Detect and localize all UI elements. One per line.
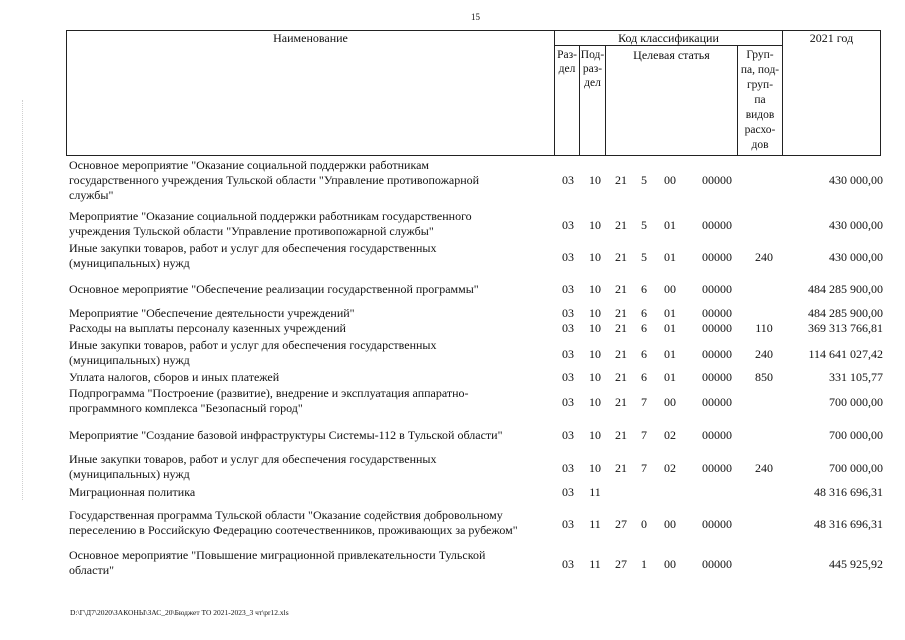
- row-name-line: Основное мероприятие "Обеспечение реализации государственной программы": [69, 282, 479, 296]
- direction-code: 00000: [702, 321, 732, 335]
- subsection-code: 10: [589, 370, 601, 384]
- row-name: [69, 485, 549, 500]
- expense-group-code: 240: [755, 461, 773, 475]
- row-name-line: Иные закупки товаров, работ и услуг для обеспечения государственных: [69, 241, 437, 255]
- program-code: 21: [615, 370, 627, 384]
- amount-2021: 445 925,92: [829, 557, 883, 571]
- direction-code: 00000: [702, 557, 732, 571]
- row-name-line: Расходы на выплаты персоналу казенных учреждений: [69, 321, 346, 335]
- row-name-line: Миграционная политика: [69, 485, 196, 499]
- row-name-line: переселению в Российскую Федерацию соотечественников, проживающих за рубежом": [69, 523, 518, 537]
- table-row: [0, 158, 905, 203]
- program-code: 21: [615, 428, 627, 442]
- table-row: [0, 370, 905, 385]
- row-name: [69, 321, 549, 336]
- row-name-line: Мероприятие "Обеспечение деятельности учреждений": [69, 306, 355, 320]
- row-name-line: программного комплекса "Безопасный город": [69, 401, 303, 415]
- subsection-code: 10: [589, 282, 601, 296]
- event-code: 01: [664, 250, 676, 264]
- subsection-code: 10: [589, 306, 601, 320]
- page-number: 15: [471, 12, 480, 22]
- amount-2021: 48 316 696,31: [814, 485, 883, 499]
- row-name: [69, 158, 549, 203]
- header-name-cell: [66, 30, 555, 156]
- subsection-code: 10: [589, 428, 601, 442]
- subsection-code: 11: [589, 485, 601, 499]
- table-row: [0, 452, 905, 482]
- header-group-line: па: [754, 94, 766, 106]
- section-code: 03: [562, 461, 574, 475]
- table-row: [0, 282, 905, 297]
- section-code: 03: [562, 173, 574, 187]
- subprogram-code: 7: [641, 461, 647, 475]
- header-section-line: дел: [558, 63, 576, 75]
- table-row: [0, 485, 905, 500]
- section-code: 03: [562, 282, 574, 296]
- row-name-line: (муниципальных) нужд: [69, 353, 190, 367]
- section-code: 03: [562, 557, 574, 571]
- row-name: [69, 508, 549, 538]
- header-subsection-line: дел: [584, 77, 601, 89]
- row-name: [69, 452, 549, 482]
- header-subsection-line: раз-: [582, 63, 603, 75]
- row-name-line: Уплата налогов, сборов и иных платежей: [69, 370, 280, 384]
- direction-code: 00000: [702, 517, 732, 531]
- header-group-line: Груп-: [746, 49, 774, 61]
- event-code: 01: [664, 306, 676, 320]
- subprogram-code: 1: [641, 557, 647, 571]
- amount-2021: 369 313 766,81: [808, 321, 883, 335]
- subsection-code: 10: [589, 218, 601, 232]
- amount-2021: 700 000,00: [829, 395, 883, 409]
- direction-code: 00000: [702, 461, 732, 475]
- row-name-line: области": [69, 563, 115, 577]
- file-path-footer: D:\Г\Д7\2020\ЗАКОНЫ\ЗАС_20\Бюджет ТО 2021-2023_3 чт\pr12.xls: [70, 608, 289, 617]
- subsection-code: 11: [589, 557, 601, 571]
- row-name-line: Основное мероприятие "Оказание социальной поддержки работникам: [69, 158, 430, 172]
- event-code: 01: [664, 370, 676, 384]
- row-name: [69, 241, 549, 271]
- row-name-line: государственного учреждения Тульской области "Управление противопожарной: [69, 173, 480, 187]
- table-row: [0, 306, 905, 321]
- row-name: [69, 370, 549, 385]
- direction-code: 00000: [702, 173, 732, 187]
- direction-code: 00000: [702, 347, 732, 361]
- amount-2021: 331 105,77: [829, 370, 883, 384]
- subsection-code: 10: [589, 395, 601, 409]
- program-code: 21: [615, 395, 627, 409]
- subsection-code: 10: [589, 173, 601, 187]
- row-name-line: службы": [69, 188, 114, 202]
- event-code: 01: [664, 321, 676, 335]
- direction-code: 00000: [702, 218, 732, 232]
- header-group-line: видов: [745, 109, 775, 121]
- program-code: 21: [615, 218, 627, 232]
- event-code: 02: [664, 461, 676, 475]
- subprogram-code: 7: [641, 395, 647, 409]
- subprogram-code: 6: [641, 347, 647, 361]
- amount-2021: 48 316 696,31: [814, 517, 883, 531]
- event-code: 02: [664, 428, 676, 442]
- program-code: 21: [615, 461, 627, 475]
- row-name: [69, 209, 549, 239]
- event-code: 00: [664, 557, 676, 571]
- table-row: [0, 386, 905, 416]
- amount-2021: 484 285 900,00: [808, 306, 883, 320]
- header-section-line: Раз-: [557, 49, 577, 61]
- subsection-code: 10: [589, 461, 601, 475]
- program-code: 27: [615, 557, 627, 571]
- header-name: Наименование: [273, 31, 348, 45]
- amount-2021: 700 000,00: [829, 461, 883, 475]
- expense-group-code: 240: [755, 347, 773, 361]
- subprogram-code: 0: [641, 517, 647, 531]
- subprogram-code: 6: [641, 370, 647, 384]
- subsection-code: 10: [589, 321, 601, 335]
- subsection-code: 10: [589, 250, 601, 264]
- row-name: [69, 428, 549, 443]
- header-code: Код классификации: [618, 31, 719, 45]
- header-subsection-line: Под-: [580, 49, 605, 61]
- table-row: [0, 209, 905, 239]
- event-code: 01: [664, 347, 676, 361]
- table-header: [66, 30, 881, 156]
- amount-2021: 114 641 027,42: [808, 347, 883, 361]
- section-code: 03: [562, 250, 574, 264]
- section-code: 03: [562, 370, 574, 384]
- direction-code: 00000: [702, 306, 732, 320]
- header-group-line: расхо-: [744, 124, 776, 136]
- header-group-line: дов: [751, 139, 769, 151]
- subprogram-code: 6: [641, 306, 647, 320]
- program-code: 21: [615, 347, 627, 361]
- table-row: [0, 338, 905, 368]
- row-name: [69, 548, 549, 578]
- row-name-line: Иные закупки товаров, работ и услуг для обеспечения государственных: [69, 338, 437, 352]
- program-code: 27: [615, 517, 627, 531]
- row-name-line: учреждения Тульской области "Управление противопожарной службы": [69, 224, 434, 238]
- event-code: 00: [664, 395, 676, 409]
- expense-group-code: 110: [755, 321, 773, 335]
- section-code: 03: [562, 485, 574, 499]
- program-code: 21: [615, 282, 627, 296]
- row-name-line: (муниципальных) нужд: [69, 467, 190, 481]
- header-section: [554, 48, 580, 76]
- event-code: 00: [664, 517, 676, 531]
- program-code: 21: [615, 173, 627, 187]
- row-name-line: Подпрограмма "Построение (развитие), внедрение и эксплуатация аппаратно-: [69, 386, 469, 400]
- header-year: 2021 год: [809, 31, 854, 45]
- header-target: Целевая статья: [633, 48, 710, 62]
- event-code: 01: [664, 218, 676, 232]
- table-row: [0, 508, 905, 538]
- section-code: 03: [562, 321, 574, 335]
- amount-2021: 430 000,00: [829, 218, 883, 232]
- section-code: 03: [562, 306, 574, 320]
- section-code: 03: [562, 347, 574, 361]
- table-row: [0, 241, 905, 271]
- header-group-line: груп-: [746, 79, 774, 91]
- subprogram-code: 6: [641, 282, 647, 296]
- program-code: 21: [615, 321, 627, 335]
- row-name-line: Основное мероприятие "Повышение миграционной привлекательности Тульской: [69, 548, 486, 562]
- amount-2021: 700 000,00: [829, 428, 883, 442]
- row-name-line: Иные закупки товаров, работ и услуг для обеспечения государственных: [69, 452, 437, 466]
- subsection-code: 10: [589, 347, 601, 361]
- subprogram-code: 5: [641, 250, 647, 264]
- table-row: [0, 428, 905, 443]
- direction-code: 00000: [702, 250, 732, 264]
- direction-code: 00000: [702, 282, 732, 296]
- header-subsection: [579, 48, 606, 90]
- subprogram-code: 5: [641, 173, 647, 187]
- expense-group-code: 240: [755, 250, 773, 264]
- section-code: 03: [562, 517, 574, 531]
- section-code: 03: [562, 428, 574, 442]
- section-code: 03: [562, 218, 574, 232]
- section-code: 03: [562, 395, 574, 409]
- subprogram-code: 6: [641, 321, 647, 335]
- subsection-code: 11: [589, 517, 601, 531]
- row-name-line: Мероприятие "Создание базовой инфраструктуры Системы-112 в Тульской области": [69, 428, 503, 442]
- direction-code: 00000: [702, 395, 732, 409]
- direction-code: 00000: [702, 428, 732, 442]
- table-row: [0, 321, 905, 336]
- direction-code: 00000: [702, 370, 732, 384]
- event-code: 00: [664, 173, 676, 187]
- subprogram-code: 5: [641, 218, 647, 232]
- event-code: 00: [664, 282, 676, 296]
- amount-2021: 484 285 900,00: [808, 282, 883, 296]
- program-code: 21: [615, 306, 627, 320]
- header-year-cell: [782, 30, 881, 156]
- row-name-line: Государственная программа Тульской области "Оказание содействия добровольному: [69, 508, 503, 522]
- program-code: 21: [615, 250, 627, 264]
- subprogram-code: 7: [641, 428, 647, 442]
- row-name: [69, 306, 549, 321]
- row-name: [69, 338, 549, 368]
- row-name-line: Мероприятие "Оказание социальной поддержки работникам государственного: [69, 209, 472, 223]
- row-name-line: (муниципальных) нужд: [69, 256, 190, 270]
- amount-2021: 430 000,00: [829, 173, 883, 187]
- header-group: [737, 48, 783, 153]
- row-name: [69, 282, 549, 297]
- amount-2021: 430 000,00: [829, 250, 883, 264]
- expense-group-code: 850: [755, 370, 773, 384]
- table-row: [0, 548, 905, 578]
- header-group-line: па, под-: [740, 64, 780, 76]
- row-name: [69, 386, 549, 416]
